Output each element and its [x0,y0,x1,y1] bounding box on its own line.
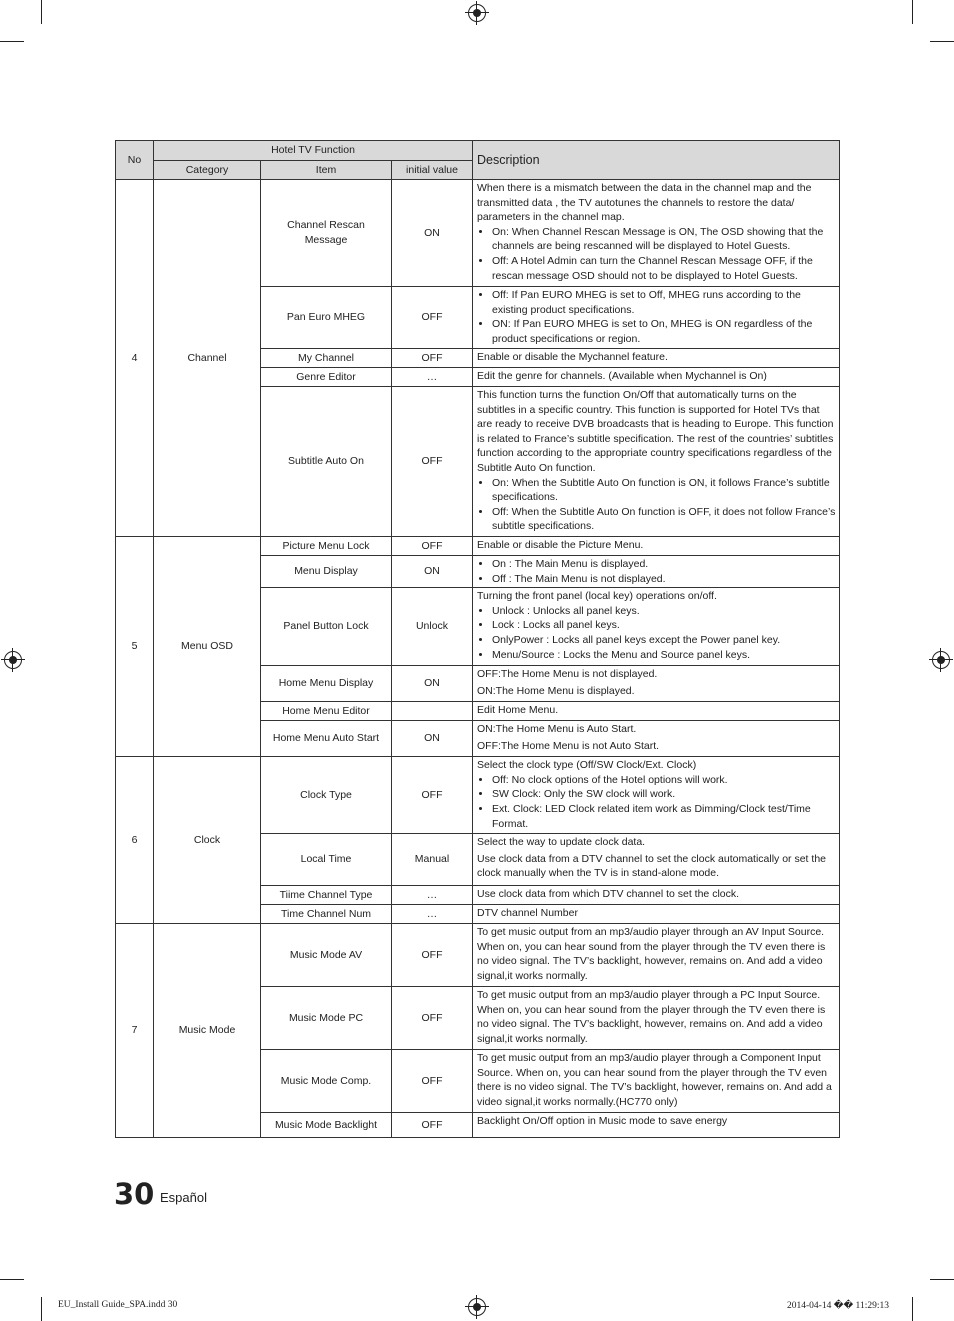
table-row [116,537,840,556]
registration-mark-icon [932,651,950,669]
group-category: Menu OSD [154,537,261,757]
table-body [116,180,840,1138]
item-name: Pan Euro MHEG [261,287,392,349]
crop-mark [912,0,913,24]
description-cell [473,556,840,588]
item-name: Menu Display [261,556,392,588]
item-name: Clock Type [261,757,392,834]
bullet-item: • On: When Channel Rescan Message is ON, The OSD showing that the channels are being rescanned will be displayed to Hotel Guests. [492,225,836,254]
description-bullets [477,773,836,831]
initial-value: Manual [392,834,473,886]
page-number: 30 [114,1177,155,1211]
print-timestamp: 2014-04-14 �� 11:29:13 [787,1301,889,1311]
bullet-item: • Ext. Clock: LED Clock related item work as Dimming/Clock test/Time Format. [492,802,836,831]
registration-mark-icon [468,4,486,22]
item-name: Music Mode PC [261,987,392,1050]
description-text: Select the way to update clock data. [477,836,646,849]
initial-value: OFF [392,537,473,556]
item-name: Home Menu Editor [261,702,392,721]
description-cell [473,987,840,1050]
initial-value: … [392,905,473,924]
description-cell [473,1050,840,1113]
initial-value: OFF [392,987,473,1050]
description-text: Edit Home Menu. [477,704,559,717]
crop-mark [41,0,42,24]
item-name: Panel Button Lock [261,588,392,666]
bullet-item: • Off: A Hotel Admin can turn the Channel Rescan Message OFF, if the rescan message OSD should not to be displayed to Hotel Guests. [492,254,836,283]
description-text: Enable or disable the Picture Menu. [477,539,644,551]
description-text: Backlight On/Off option in Music mode to save energy [477,1115,728,1128]
description-cell [473,834,840,886]
item-name: Music Mode AV [261,924,392,987]
description-bullets [477,476,836,534]
description-bullets [477,557,836,586]
bullet-item: • SW Clock: Only the SW clock will work. [492,787,836,802]
header-description: Description [473,141,840,180]
registration-mark-icon [468,1298,486,1316]
crop-mark [41,1297,42,1321]
registration-mark-icon [4,651,22,669]
description-cell [473,666,840,702]
description-text: ON:The Home Menu is Auto Start. [477,723,637,736]
bullet-item: • On : The Main Menu is displayed. [492,557,836,572]
crop-mark [930,41,954,42]
description-cell [473,721,840,757]
initial-value: … [392,368,473,387]
description-text: DTV channel Number [477,907,578,920]
description-cell [473,905,840,924]
description-text: Use clock data from which DTV channel to set the clock. [477,888,740,901]
description-cell [473,886,840,905]
description-cell [473,387,840,537]
crop-mark [0,1279,24,1280]
group-category: Music Mode [154,924,261,1138]
group-category: Channel [154,180,261,537]
bullet-item: • Lock : Locks all panel keys. [492,618,836,633]
group-number: 7 [116,924,154,1138]
description-bullets [477,225,836,283]
crop-mark [930,1279,954,1280]
item-name: Time Channel Num [261,905,392,924]
initial-value: ON [392,556,473,588]
description-bullets [477,288,836,346]
description-text: To get music output from an mp3/audio player through a Component Input Source. When on, you can hear sound from the player through the TV even there is no video signal. The TV’s backlight, however, remains on. And add a video signal,it works normally.(HC770 only) [477,1052,832,1108]
item-name: Genre Editor [261,368,392,387]
table-row [116,924,840,987]
description-cell [473,349,840,368]
item-name: Home Menu Auto Start [261,721,392,757]
bullet-item: • ON: If Pan EURO MHEG is set to On, MHEG is ON regardless of the product specifications or region. [492,317,836,346]
initial-value: OFF [392,924,473,987]
description-text: Select the clock type (Off/SW Clock/Ext. Clock) [477,759,697,772]
item-name: Music Mode Backlight [261,1113,392,1138]
description-cell [473,537,840,556]
initial-value: OFF [392,349,473,368]
description-text: To get music output from an mp3/audio player through a PC Input Source. When on, you can hear sound from the player through the TV even there is no video signal. The TV’s backlight, however, remains on. And add a video signal,it works normally. [477,989,826,1045]
description-text: To get music output from an mp3/audio player through an AV Input Source. When on, you can hear sound from the player through the TV even there is no video signal. The TV’s backlight, however, remains on. And add a video signal,it works normally. [477,926,826,982]
description-text: Turning the front panel (local key) operations on/off. [477,590,717,603]
crop-mark [912,1297,913,1321]
description-cell [473,1113,840,1138]
description-cell [473,287,840,349]
description-text: This function turns the function On/Off that automatically turns on the subtitles in a specific country. This function is supported for Hotel TVs that are ready to receive DVB broadcasts that is heading to Europe. This function is related to France’s subtitle specification. The rest of the countries’ subtitles function according to the appropriate country specifications regardless of the Subtitle Auto On function. [477,389,834,474]
item-name: Tiime Channel Type [261,886,392,905]
item-name: My Channel [261,349,392,368]
initial-value: Unlock [392,588,473,666]
item-name: Picture Menu Lock [261,537,392,556]
item-name: Subtitle Auto On [261,387,392,537]
table-row [116,757,840,834]
description-text: Enable or disable the Mychannel feature. [477,351,668,363]
bullet-item: • Unlock : Unlocks all panel keys. [492,604,836,619]
hotel-tv-function-table [115,140,840,1138]
description-cell [473,368,840,387]
description-cell [473,702,840,721]
crop-mark [0,41,24,42]
initial-value: OFF [392,757,473,834]
description-text: Use clock data from a DTV channel to set the clock automatically or set the clock manually when the TV is in stand-alone mode. [477,852,826,880]
item-name: Local Time [261,834,392,886]
group-category: Clock [154,757,261,924]
description-text: When there is a mismatch between the data in the channel map and the transmitted data , the TV autotunes the channels to restore the data/ parameters in the channel map. [477,182,812,224]
item-name: Channel Rescan Message [261,180,392,287]
initial-value: OFF [392,287,473,349]
description-text: OFF:The Home Menu is not displayed. [477,668,658,681]
initial-value: OFF [392,387,473,537]
group-number: 4 [116,180,154,537]
initial-value: … [392,886,473,905]
header-category: Category [154,161,261,180]
description-text: OFF:The Home Menu is not Auto Start. [477,739,660,752]
print-file-name: EU_Install Guide_SPA.indd 30 [58,1300,178,1310]
bullet-item: • Menu/Source : Locks the Menu and Source panel keys. [492,648,836,663]
initial-value: ON [392,180,473,287]
bullet-item: • Off: When the Subtitle Auto On function is OFF, it does not follow France’s subtitle specifications. [492,505,836,534]
description-cell [473,924,840,987]
description-cell [473,180,840,287]
bullet-item: • Off: If Pan EURO MHEG is set to Off, MHEG runs according to the existing product specifications. [492,288,836,317]
initial-value: ON [392,666,473,702]
header-hotel-tv-function: Hotel TV Function [154,141,473,161]
item-name: Home Menu Display [261,666,392,702]
bullet-item: • Off: No clock options of the Hotel options will work. [492,773,836,788]
description-bullets [477,604,836,662]
table-row [116,180,840,287]
group-number: 6 [116,757,154,924]
description-text: ON:The Home Menu is displayed. [477,684,635,697]
page-language: Español [160,1190,207,1205]
description-cell [473,588,840,666]
initial-value: OFF [392,1050,473,1113]
header-item: Item [261,161,392,180]
description-cell [473,757,840,834]
bullet-item: • Off : The Main Menu is not displayed. [492,572,836,587]
initial-value: ON [392,721,473,757]
group-number: 5 [116,537,154,757]
initial-value: OFF [392,1113,473,1138]
bullet-item: • OnlyPower : Locks all panel keys except the Power panel key. [492,633,836,648]
initial-value [392,702,473,721]
header-initial-value: initial value [392,161,473,180]
description-text: Edit the genre for channels. (Available when Mychannel is On) [477,370,767,382]
item-name: Music Mode Comp. [261,1050,392,1113]
header-no: No [116,141,154,180]
bullet-item: • On: When the Subtitle Auto On function is ON, it follows France’s subtitle specifications. [492,476,836,505]
